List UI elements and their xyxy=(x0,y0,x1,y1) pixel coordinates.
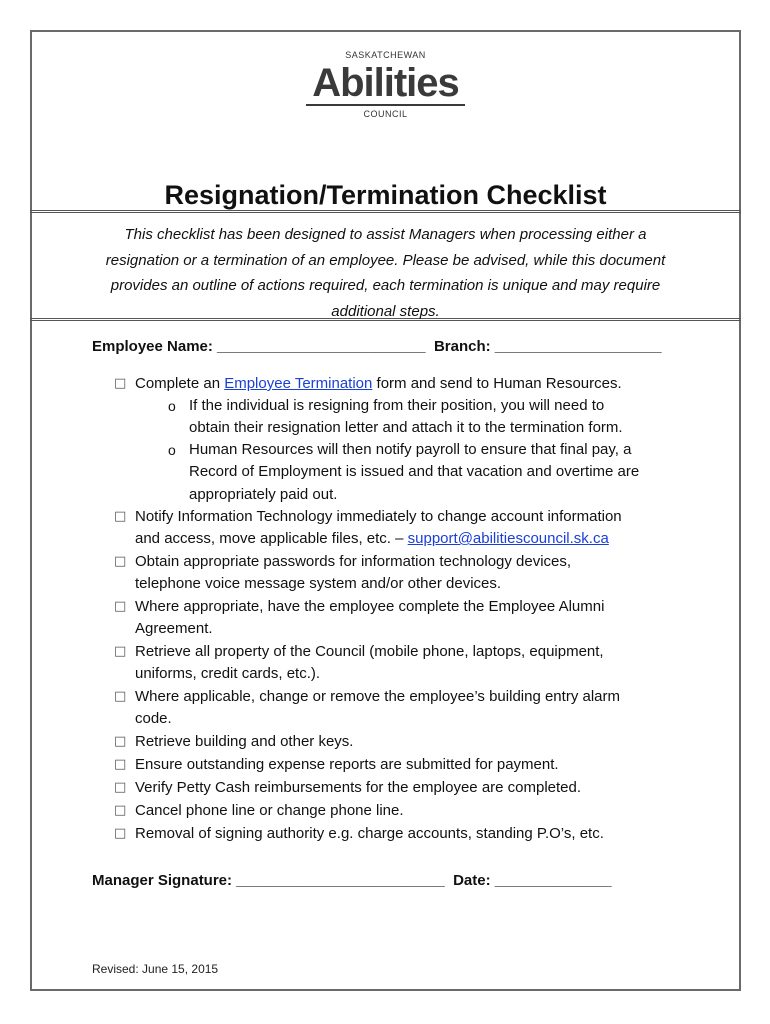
list-item: Removal of signing authority e.g. charge accounts, standing P.O’s, etc. xyxy=(135,825,604,842)
checkbox-icon[interactable]: □ xyxy=(114,554,127,569)
list-item: code. xyxy=(135,710,172,727)
logo-main-text: Abilities xyxy=(306,62,465,106)
list-item: Agreement. xyxy=(135,620,213,637)
checkbox-icon[interactable]: □ xyxy=(114,780,127,795)
list-item: Obtain appropriate passwords for information technology devices, xyxy=(135,553,572,570)
list-item: Where appropriate, have the employee complete the Employee Alumni xyxy=(135,598,605,615)
list-item: Record of Employment is issued and that vacation and overtime are xyxy=(189,463,640,480)
logo-top-text: SASKATCHEWAN xyxy=(345,50,426,60)
manager-signature-line: Manager Signature: _________________________ Date: ______________ xyxy=(92,872,612,889)
checkbox-icon[interactable]: □ xyxy=(114,803,127,818)
list-item: Retrieve building and other keys. xyxy=(135,733,354,750)
list-item: Verify Petty Cash reimbursements for the employee are completed. xyxy=(135,779,582,796)
checkbox-icon[interactable]: □ xyxy=(114,376,127,391)
employee-termination-link[interactable]: Employee Termination xyxy=(224,375,373,392)
list-item: and access, move applicable files, etc. – support@abilitiescouncil.sk.ca xyxy=(135,530,609,547)
list-item: obtain their resignation letter and attach it to the termination form. xyxy=(189,419,623,436)
checkbox-icon[interactable]: □ xyxy=(114,757,127,772)
intro-text: This checklist has been designed to assist Managers when processing either a resignation or a termination of an employee. Please be advised, while this document provides an outline of actions required, each termination is unique and may require additional steps. xyxy=(105,226,666,320)
sub-bullet-icon: o xyxy=(168,442,176,458)
checkbox-icon[interactable]: □ xyxy=(114,599,127,614)
list-item: Notify Information Technology immediately to change account information xyxy=(135,508,622,525)
list-item: Where applicable, change or remove the employee’s building entry alarm xyxy=(135,688,620,705)
list-item: Cancel phone line or change phone line. xyxy=(135,802,404,819)
list-item: Complete an Employee Termination form and send to Human Resources. xyxy=(135,375,622,392)
list-item: Retrieve all property of the Council (mobile phone, laptops, equipment, xyxy=(135,643,604,660)
support-email-link[interactable]: support@abilitiescouncil.sk.ca xyxy=(407,530,609,547)
list-item: telephone voice message system and/or other devices. xyxy=(135,575,502,592)
intro-section xyxy=(30,215,741,321)
list-item: appropriately paid out. xyxy=(189,486,338,503)
checkbox-icon[interactable]: □ xyxy=(114,826,127,841)
checkbox-icon[interactable]: □ xyxy=(114,644,127,659)
list-item: Ensure outstanding expense reports are submitted for payment. xyxy=(135,756,559,773)
list-item: If the individual is resigning from their position, you will need to xyxy=(189,397,605,414)
council-logo xyxy=(30,50,741,119)
checkbox-icon[interactable]: □ xyxy=(114,509,127,524)
checkbox-icon[interactable]: □ xyxy=(114,689,127,704)
header-section xyxy=(30,30,741,213)
list-item: uniforms, credit cards, etc.). xyxy=(135,665,321,682)
sub-bullet-icon: o xyxy=(168,398,176,414)
checkbox-icon[interactable]: □ xyxy=(114,734,127,749)
revised-date: Revised: June 15, 2015 xyxy=(92,962,219,976)
logo-bottom-text: COUNCIL xyxy=(363,109,408,119)
page-title: Resignation/Termination Checklist xyxy=(164,180,607,210)
employee-branch-line: Employee Name: _________________________ Branch: ____________________ xyxy=(92,338,662,355)
list-item: Human Resources will then notify payroll to ensure that final pay, a xyxy=(189,441,632,458)
